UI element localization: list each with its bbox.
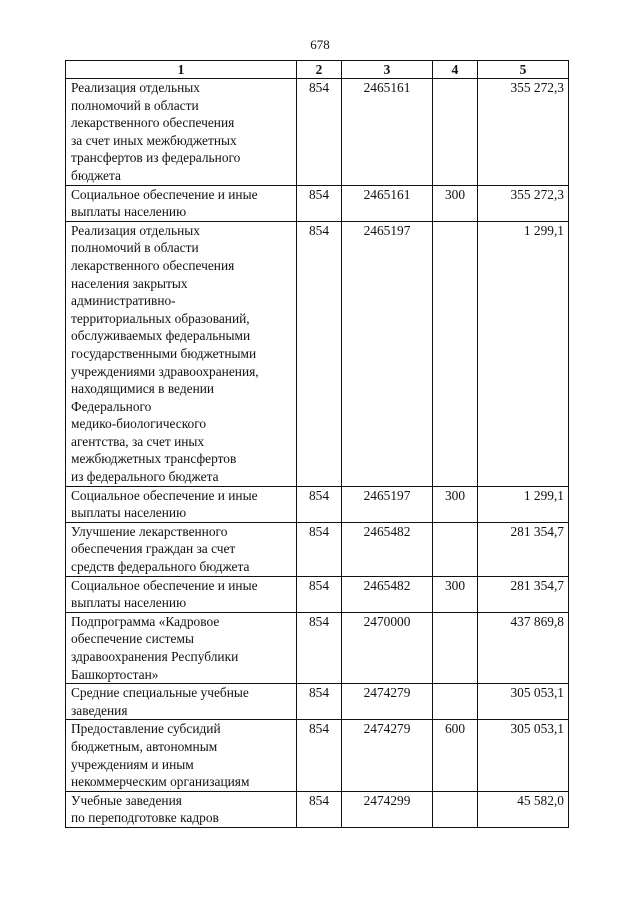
table-row: [66, 684, 569, 720]
row-col5: 305 053,1: [478, 720, 569, 791]
row-name: Социальное обеспечение и иные выплаты населению: [66, 185, 297, 221]
page-number: 678: [310, 37, 330, 52]
row-col2: 854: [297, 79, 342, 186]
row-col4: [433, 221, 478, 486]
budget-table: [65, 60, 569, 828]
row-col3: 2465197: [342, 486, 433, 522]
row-name: Социальное обеспечение и иные выплаты населению: [66, 486, 297, 522]
row-name: Средние специальные учебные заведения: [66, 684, 297, 720]
table-row: [66, 486, 569, 522]
row-col4: [433, 612, 478, 683]
column-header-3: 3: [342, 61, 433, 79]
row-col2: 854: [297, 185, 342, 221]
row-col3: 2474299: [342, 791, 433, 827]
row-col3: 2465161: [342, 79, 433, 186]
row-col4: [433, 791, 478, 827]
table-row: [66, 612, 569, 683]
row-name: Улучшение лекарственного обеспечения граждан за счет средств федерального бюджета: [66, 522, 297, 576]
table-row: [66, 221, 569, 486]
row-name: Учебные заведения по переподготовке кадров: [66, 791, 297, 827]
row-name: Подпрограмма «Кадровое обеспечение системы здравоохранения Республики Башкортостан»: [66, 612, 297, 683]
row-col5: 281 354,7: [478, 576, 569, 612]
table-row: [66, 185, 569, 221]
row-col4: [433, 684, 478, 720]
row-col2: 854: [297, 720, 342, 791]
row-col2: 854: [297, 522, 342, 576]
row-col3: 2465161: [342, 185, 433, 221]
row-col4: 300: [433, 185, 478, 221]
row-name: Реализация отдельных полномочий в области лекарственного обеспечения за счет иных межбюджетных трансфертов из федерального бюджета: [66, 79, 297, 186]
row-col3: 2465482: [342, 576, 433, 612]
row-col5: 437 869,8: [478, 612, 569, 683]
table-row: [66, 79, 569, 186]
table-row: [66, 720, 569, 791]
row-col4: 300: [433, 576, 478, 612]
row-col5: 355 272,3: [478, 79, 569, 186]
row-col3: 2474279: [342, 684, 433, 720]
column-header-1: 1: [66, 61, 297, 79]
row-col5: 45 582,0: [478, 791, 569, 827]
table-row: [66, 576, 569, 612]
row-col2: 854: [297, 612, 342, 683]
table-header-row: [66, 61, 569, 79]
row-col5: 1 299,1: [478, 486, 569, 522]
table-row: [66, 791, 569, 827]
row-col3: 2470000: [342, 612, 433, 683]
row-name: Социальное обеспечение и иные выплаты населению: [66, 576, 297, 612]
table-row: [66, 522, 569, 576]
row-col2: 854: [297, 684, 342, 720]
row-col4: 300: [433, 486, 478, 522]
row-col3: 2465482: [342, 522, 433, 576]
row-col5: 1 299,1: [478, 221, 569, 486]
row-col5: 355 272,3: [478, 185, 569, 221]
row-col2: 854: [297, 576, 342, 612]
column-header-2: 2: [297, 61, 342, 79]
row-name: Предоставление субсидий бюджетным, автономным учреждениям и иным некоммерческим организациям: [66, 720, 297, 791]
row-col3: 2465197: [342, 221, 433, 486]
row-col2: 854: [297, 486, 342, 522]
row-name: Реализация отдельных полномочий в области лекарственного обеспечения населения закрытых административно- территориальных образований, обслуживаемых федеральными государственными бюджетными учреждениями здравоохранения, находящимися в ведении Федерального медико-биологического агентства, за счет иных межбюджетных трансфертов из федерального бюджета: [66, 221, 297, 486]
row-col4: [433, 522, 478, 576]
row-col5: 305 053,1: [478, 684, 569, 720]
row-col3: 2474279: [342, 720, 433, 791]
column-header-4: 4: [433, 61, 478, 79]
row-col4: 600: [433, 720, 478, 791]
column-header-5: 5: [478, 61, 569, 79]
row-col5: 281 354,7: [478, 522, 569, 576]
row-col4: [433, 79, 478, 186]
row-col2: 854: [297, 791, 342, 827]
row-col2: 854: [297, 221, 342, 486]
